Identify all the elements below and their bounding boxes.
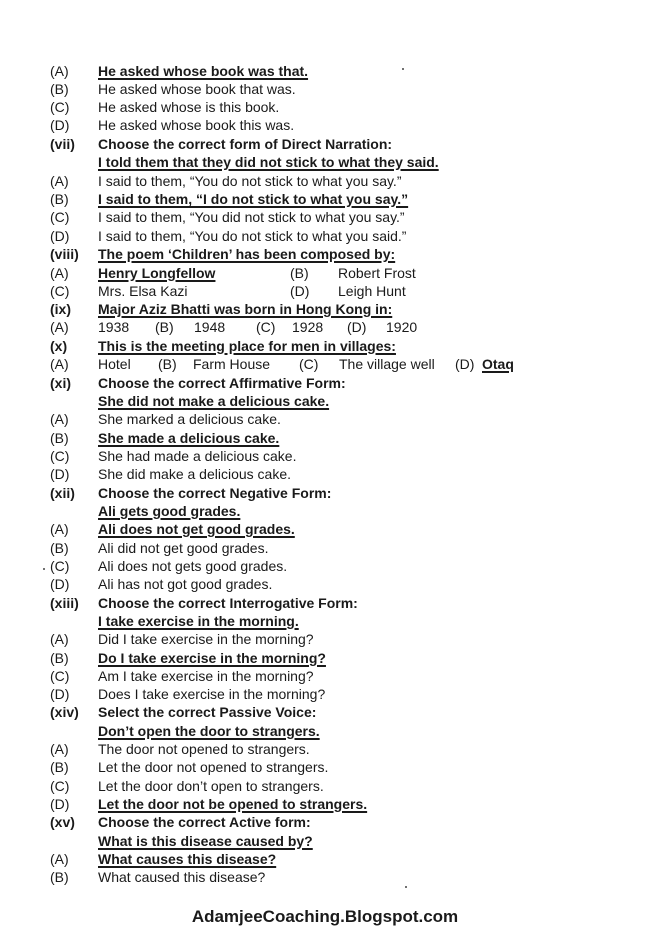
- option-label: (B): [290, 265, 309, 281]
- option-label: (C): [50, 668, 70, 684]
- option-label: (A): [50, 741, 69, 757]
- option-label: (A): [50, 356, 69, 372]
- option-text: She marked a delicious cake.: [98, 411, 281, 427]
- correct-answer: I said to them, “I do not stick to what you say.”: [98, 191, 409, 207]
- option-text: Did I take exercise in the morning?: [98, 631, 314, 647]
- option-text: I said to them, “You do not stick to what you said.”: [98, 228, 407, 244]
- option-text: Let the door not opened to strangers.: [98, 759, 329, 775]
- option-text: Farm House: [193, 356, 271, 372]
- option-text: Ali did not get good grades.: [98, 540, 269, 556]
- option-text: Hotel: [98, 356, 131, 372]
- option-label: (C): [50, 778, 70, 794]
- option-label: (B): [50, 191, 69, 207]
- option-label: (A): [50, 411, 69, 427]
- option-label: (B): [155, 319, 174, 335]
- option-label: (B): [50, 869, 69, 885]
- scan-speck: [405, 886, 407, 888]
- given-sentence: I take exercise in the morning.: [98, 613, 299, 629]
- option-text: He asked whose is this book.: [98, 99, 280, 115]
- question-text: Choose the correct form of Direct Narration:: [98, 136, 393, 152]
- given-sentence: I told them that they did not stick to what they said.: [98, 154, 439, 170]
- option-label: (B): [50, 759, 69, 775]
- question-number: (vii): [50, 136, 75, 152]
- option-text: Ali does not gets good grades.: [98, 558, 288, 574]
- option-label: (D): [50, 796, 70, 812]
- option-text: I said to them, “You did not stick to what you say.”: [98, 209, 405, 225]
- question-text: Major Aziz Bhatti was born in Hong Kong in:: [98, 301, 393, 317]
- option-text: 1928: [292, 319, 324, 335]
- option-text: 1948: [194, 319, 226, 335]
- footer-website: AdamjeeCoaching.Blogspot.com: [191, 907, 459, 926]
- option-label: (C): [50, 558, 70, 574]
- option-text: Am I take exercise in the morning?: [98, 668, 314, 684]
- question-number: (xi): [50, 375, 71, 391]
- option-text: Mrs. Elsa Kazi: [98, 283, 188, 299]
- option-label: (C): [50, 99, 70, 115]
- option-text: She had made a delicious cake.: [98, 448, 297, 464]
- scan-speck: [402, 68, 404, 70]
- option-label: (A): [50, 173, 69, 189]
- question-text: Choose the correct Affirmative Form:: [98, 375, 346, 391]
- given-sentence: She did not make a delicious cake.: [98, 393, 330, 409]
- option-label: (B): [50, 430, 69, 446]
- option-label: (D): [50, 576, 70, 592]
- question-number: (xiii): [50, 595, 79, 611]
- option-label: (A): [50, 521, 69, 537]
- correct-answer: He asked whose book was that.: [98, 63, 309, 79]
- question-text: Select the correct Passive Voice:: [98, 704, 317, 720]
- option-text: 1920: [386, 319, 418, 335]
- option-text: Does I take exercise in the morning?: [98, 686, 326, 702]
- correct-answer: Let the door not be opened to strangers.: [98, 796, 368, 812]
- option-label: (C): [50, 209, 70, 225]
- question-number: (viii): [50, 246, 79, 262]
- scan-speck: [43, 568, 45, 570]
- question-number: (xiv): [50, 704, 79, 720]
- correct-answer: Henry Longfellow: [98, 265, 216, 281]
- option-label: (D): [50, 686, 70, 702]
- option-text: What caused this disease?: [98, 869, 266, 885]
- option-text: 1938: [98, 319, 130, 335]
- given-sentence: What is this disease caused by?: [98, 833, 313, 849]
- option-label: (B): [158, 356, 177, 372]
- question-number: (xv): [50, 814, 75, 830]
- option-text: Let the door don’t open to strangers.: [98, 778, 324, 794]
- option-text: She did make a delicious cake.: [98, 466, 291, 482]
- option-label: (D): [50, 117, 70, 133]
- option-label: (A): [50, 265, 69, 281]
- question-text: Choose the correct Active form:: [98, 814, 311, 830]
- option-text: The door not opened to strangers.: [98, 741, 310, 757]
- option-label: (B): [50, 650, 69, 666]
- option-text: Robert Frost: [338, 265, 416, 281]
- option-label: (A): [50, 631, 69, 647]
- option-text: He asked whose book this was.: [98, 117, 295, 133]
- option-text: He asked whose book that was.: [98, 81, 296, 97]
- option-label: (C): [256, 319, 276, 335]
- correct-answer: What causes this disease?: [98, 851, 277, 867]
- question-text: Choose the correct Negative Form:: [98, 485, 332, 501]
- option-label: (A): [50, 319, 69, 335]
- option-label: (C): [50, 283, 70, 299]
- option-label: (D): [50, 466, 70, 482]
- question-number: (x): [50, 338, 68, 354]
- given-sentence: Ali gets good grades.: [98, 503, 241, 519]
- option-label: (D): [347, 319, 367, 335]
- option-label: (A): [50, 851, 69, 867]
- option-label: (A): [50, 63, 69, 79]
- correct-answer: Otaq: [482, 356, 514, 372]
- question-text: Choose the correct Interrogative Form:: [98, 595, 358, 611]
- given-sentence: Don’t open the door to strangers.: [98, 723, 320, 739]
- option-label: (C): [50, 448, 70, 464]
- option-label: (B): [50, 81, 69, 97]
- correct-answer: Ali does not get good grades.: [98, 521, 295, 537]
- option-text: Leigh Hunt: [338, 283, 406, 299]
- question-number: (xii): [50, 485, 75, 501]
- option-label: (B): [50, 540, 69, 556]
- option-label: (C): [299, 356, 319, 372]
- option-text: Ali has not got good grades.: [98, 576, 273, 592]
- correct-answer: She made a delicious cake.: [98, 430, 280, 446]
- question-number: (ix): [50, 301, 71, 317]
- option-label: (D): [290, 283, 310, 299]
- option-label: (D): [50, 228, 70, 244]
- question-text: This is the meeting place for men in villages:: [98, 338, 396, 354]
- option-text: The village well: [339, 356, 435, 372]
- option-text: I said to them, “You do not stick to what you say.”: [98, 173, 402, 189]
- option-label: (D): [455, 356, 475, 372]
- correct-answer: Do I take exercise in the morning?: [98, 650, 326, 666]
- question-text: The poem ‘Children’ has been composed by:: [98, 246, 396, 262]
